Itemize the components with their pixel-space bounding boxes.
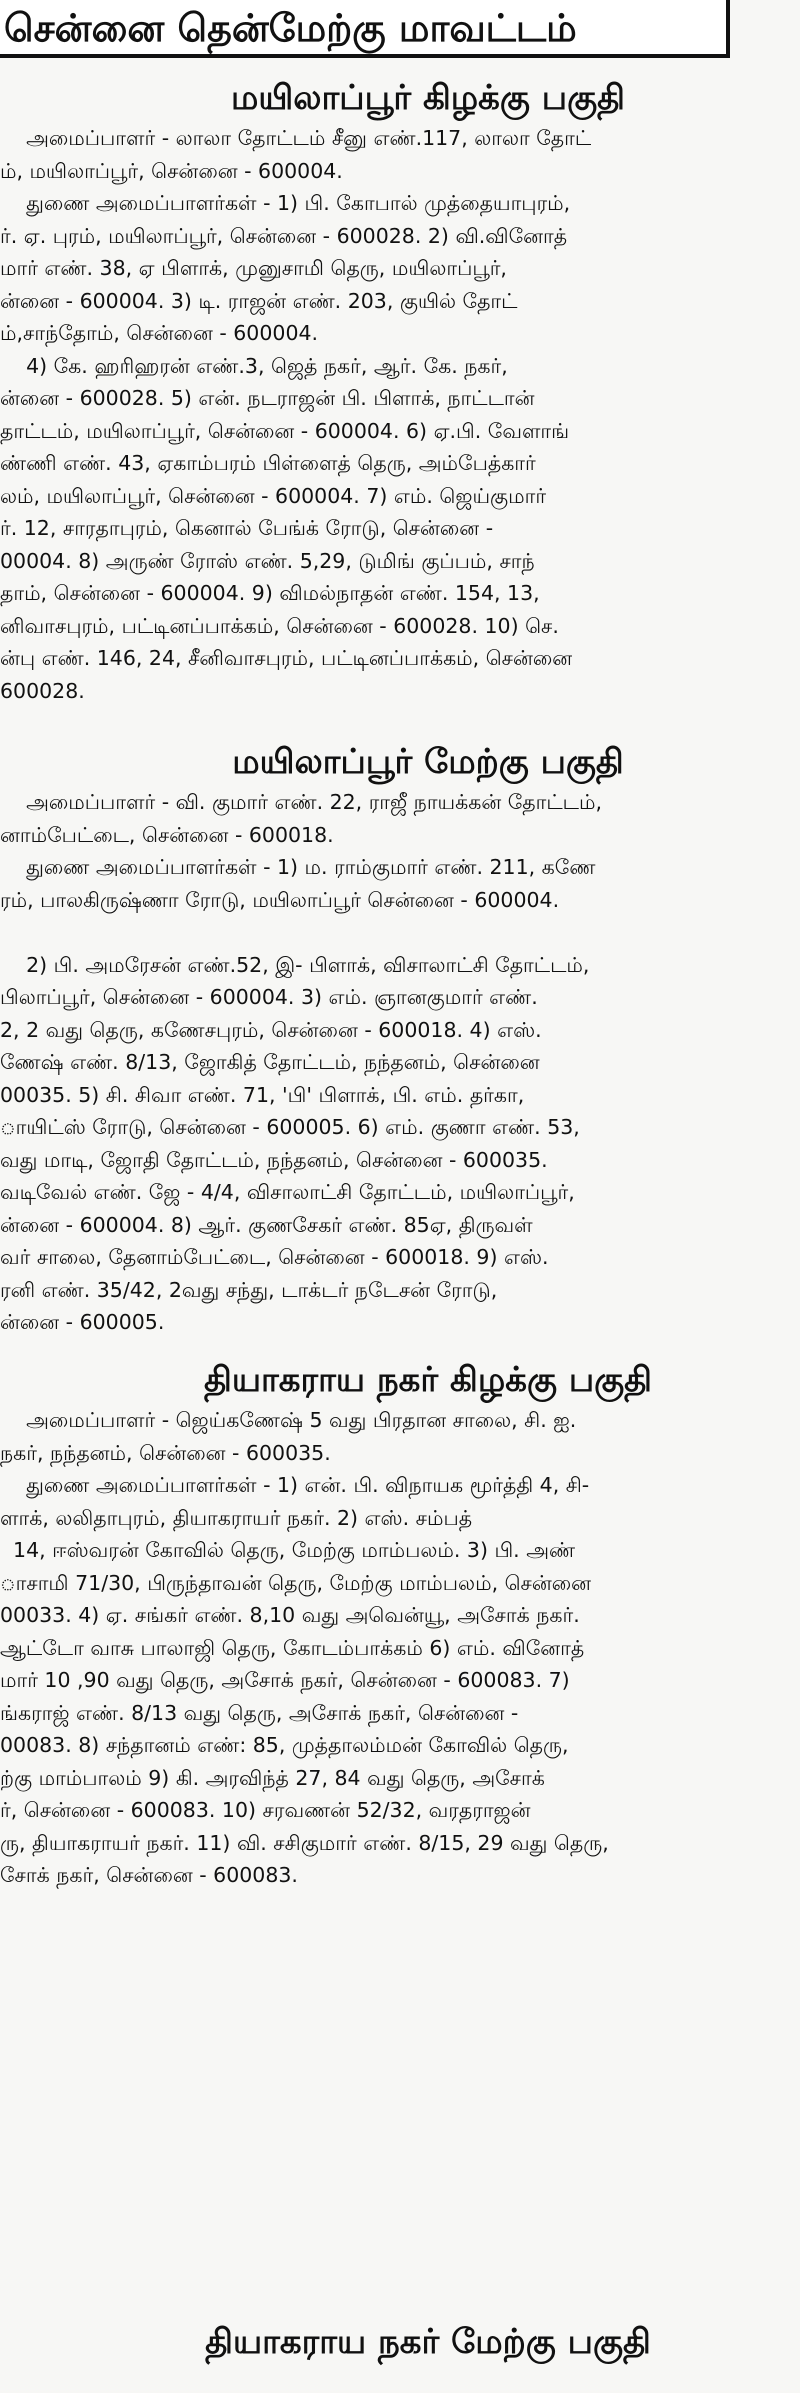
text-line: ாசாமி 71/30, பிருந்தாவன் தெரு, மேற்கு மாம்பலம், சென்னை <box>0 1570 592 1595</box>
section-body <box>0 122 800 707</box>
text-line: சோக் நகர், சென்னை - 600083. <box>0 1863 298 1887</box>
banner-title: சென்னை தென்மேற்கு மாவட்டம் <box>4 6 577 50</box>
text-line: பிலாப்பூர், சென்னை - 600004. 3) எம். ஞானகுமார் எண். <box>0 985 538 1009</box>
text-line: னிவாசபுரம், பட்டினப்பாக்கம், சென்னை - 600028. 10) செ. <box>0 613 559 638</box>
text-line: ற்கு மாம்பாலம் 9) கி. அரவிந்த் 27, 84 வது தெரு, அசோக் <box>0 1765 545 1790</box>
text-line: ர். 12, சாரதாபுரம், கெனால் பேங்க் ரோடு, சென்னை - <box>0 516 494 540</box>
text-line: 4) கே. ஹரிஹரன் எண்.3, ஜெத் நகர், ஆர். கே. நகர், <box>0 353 508 378</box>
text-line: மார் எண். 38, ஏ பிளாக், முனுசாமி தெரு, மயிலாப்பூர், <box>0 256 507 280</box>
text-line: 600028. <box>0 678 85 703</box>
section-title: மயிலாப்பூர் மேற்கு பகுதி <box>232 742 624 782</box>
text-line <box>0 916 800 949</box>
text-line: 00083. 8) சந்தானம் எண்: 85, முத்தாலம்மன் கோவில் தெரு, <box>0 1733 569 1757</box>
text-line: துணை அமைப்பாளர்கள் - 1) ம. ராம்குமார் எண். 211, கணே <box>0 855 596 879</box>
text-line: ன்னை - 600005. <box>0 1310 165 1334</box>
text-line: ண்ணி எண். 43, ஏகாம்பரம் பிள்ளைத் தெரு, அம்பேத்கார் <box>0 451 536 475</box>
text-line: 2) பி. அமரேசன் எண்.52, இ- பிளாக், விசாலாட்சி தோட்டம், <box>0 952 590 977</box>
text-line: வது மாடி, ஜோதி தோட்டம், நந்தனம், சென்னை - 600035. <box>0 1147 548 1172</box>
text-line: அமைப்பாளர் - ஜெய்கணேஷ் 5 வது பிரதான சாலை, சி. ஐ. <box>0 1408 577 1432</box>
text-line: ர், சென்னை - 600083. 10) சரவணன் 52/32, வரதராஜன் <box>0 1798 531 1822</box>
section-body <box>0 786 800 1339</box>
section-body <box>0 1404 800 1892</box>
section-mylapore-east <box>0 78 800 707</box>
text-line: அமைப்பாளர் - லாலா தோட்டம் சீனு எண்.117, லாலா தோட் <box>0 126 592 150</box>
text-line: தாம், சென்னை - 600004. 9) விமல்நாதன் எண். 154, 13, <box>0 581 540 605</box>
text-line: ன்னை - 600004. 3) டி. ராஜன் எண். 203, குயில் தோட் <box>0 288 518 313</box>
text-line: னாம்பேட்டை, சென்னை - 600018. <box>0 822 334 847</box>
text-line: ன்பு எண். 146, 24, சீனிவாசபுரம், பட்டினப்பாக்கம், சென்னை <box>0 646 573 670</box>
text-line: ளாக், லலிதாபுரம், தியாகராயர் நகர். 2) எஸ். சம்பத் <box>0 1505 473 1530</box>
section-tnagar-east <box>0 1360 800 1892</box>
text-line: ர். ஏ. புரம், மயிலாப்பூர், சென்னை - 600028. 2) வி.வினோத் <box>0 223 568 248</box>
text-line: அமைப்பாளர் - வி. குமார் எண். 22, ராஜீ நாயக்கன் தோட்டம், <box>0 790 602 814</box>
text-line: மார் 10 ,90 வது தெரு, அசோக் நகர், சென்னை - 600083. 7) <box>0 1668 570 1692</box>
text-line: 00033. 4) ஏ. சங்கர் எண். 8,10 வது அவென்யூ, அசோக் நகர். <box>0 1603 580 1627</box>
text-line: 14, ஈஸ்வரன் கோவில் தெரு, மேற்கு மாம்பலம். 3) பி. அண் <box>0 1538 576 1562</box>
section-mylapore-west <box>0 742 800 1339</box>
text-line: ங்கராஜ் எண். 8/13 வது தெரு, அசோக் நகர், சென்னை - <box>0 1700 519 1725</box>
text-line: ன்னை - 600028. 5) என். நடராஜன் பி. பிளாக், நாட்டான் <box>0 386 535 410</box>
section-title: மயிலாப்பூர் கிழக்கு பகுதி <box>231 78 625 118</box>
section-title: தியாகராய நகர் கிழக்கு பகுதி <box>204 1360 652 1400</box>
text-line: தாட்டம், மயிலாப்பூர், சென்னை - 600004. 6) ஏ.பி. வேளாங் <box>0 418 570 443</box>
text-line: ணேஷ் எண். 8/13, ஜோகித் தோட்டம், நந்தனம், சென்னை <box>0 1050 540 1074</box>
text-line: 2, 2 வது தெரு, கணேசபுரம், சென்னை - 600018. 4) எஸ். <box>0 1017 542 1042</box>
text-line: 00004. 8) அருண் ரோஸ் எண். 5,29, டுமிங் குப்பம், சாந் <box>0 548 535 573</box>
text-line: ம், மயிலாப்பூர், சென்னை - 600004. <box>0 158 343 183</box>
section-title: தியாகராய நகர் மேற்கு பகுதி <box>205 2322 651 2362</box>
text-line: ரு, தியாகராயர் நகர். 11) வி. சசிகுமார் எண். 8/15, 29 வது தெரு, <box>0 1830 609 1855</box>
text-line: ம்,சாந்தோம், சென்னை - 600004. <box>0 321 319 345</box>
text-line: துணை அமைப்பாளர்கள் - 1) பி. கோபால் முத்தையாபுரம், <box>0 191 571 215</box>
text-line: 00035. 5) சி. சிவா எண். 71, 'பி' பிளாக், பி. எம். தர்கா, <box>0 1082 525 1107</box>
text-line: ஆட்டோ வாசு பாலாஜி தெரு, கோடம்பாக்கம் 6) எம். வினோத் <box>0 1635 585 1660</box>
text-line: ாயிட்ஸ் ரோடு, சென்னை - 600005. 6) எம். குணா எண். 53, <box>0 1115 580 1139</box>
text-line: வடிவேல் எண். ஜே - 4/4, விசாலாட்சி தோட்டம், மயிலாப்பூர், <box>0 1180 575 1204</box>
text-line: நகர், நந்தனம், சென்னை - 600035. <box>0 1440 331 1465</box>
section-tnagar-west <box>0 2322 800 2366</box>
text-line: ன்னை - 600004. 8) ஆர். குணசேகர் எண். 85ஏ, திருவள் <box>0 1212 533 1237</box>
district-banner <box>0 0 730 58</box>
text-line: ரனி எண். 35/42, 2வது சந்து, டாக்டர் நடேசன் ரோடு, <box>0 1277 498 1302</box>
text-line: லம், மயிலாப்பூர், சென்னை - 600004. 7) எம். ஜெய்குமார் <box>0 483 547 508</box>
text-line: துணை அமைப்பாளர்கள் - 1) என். பி. விநாயக மூர்த்தி 4, சி- <box>0 1473 590 1497</box>
text-line: ரம், பாலகிருஷ்ணா ரோடு, மயிலாப்பூர் சென்னை - 600004. <box>0 887 560 912</box>
text-line: வர் சாலை, தேனாம்பேட்டை, சென்னை - 600018. 9) எஸ். <box>0 1245 549 1269</box>
